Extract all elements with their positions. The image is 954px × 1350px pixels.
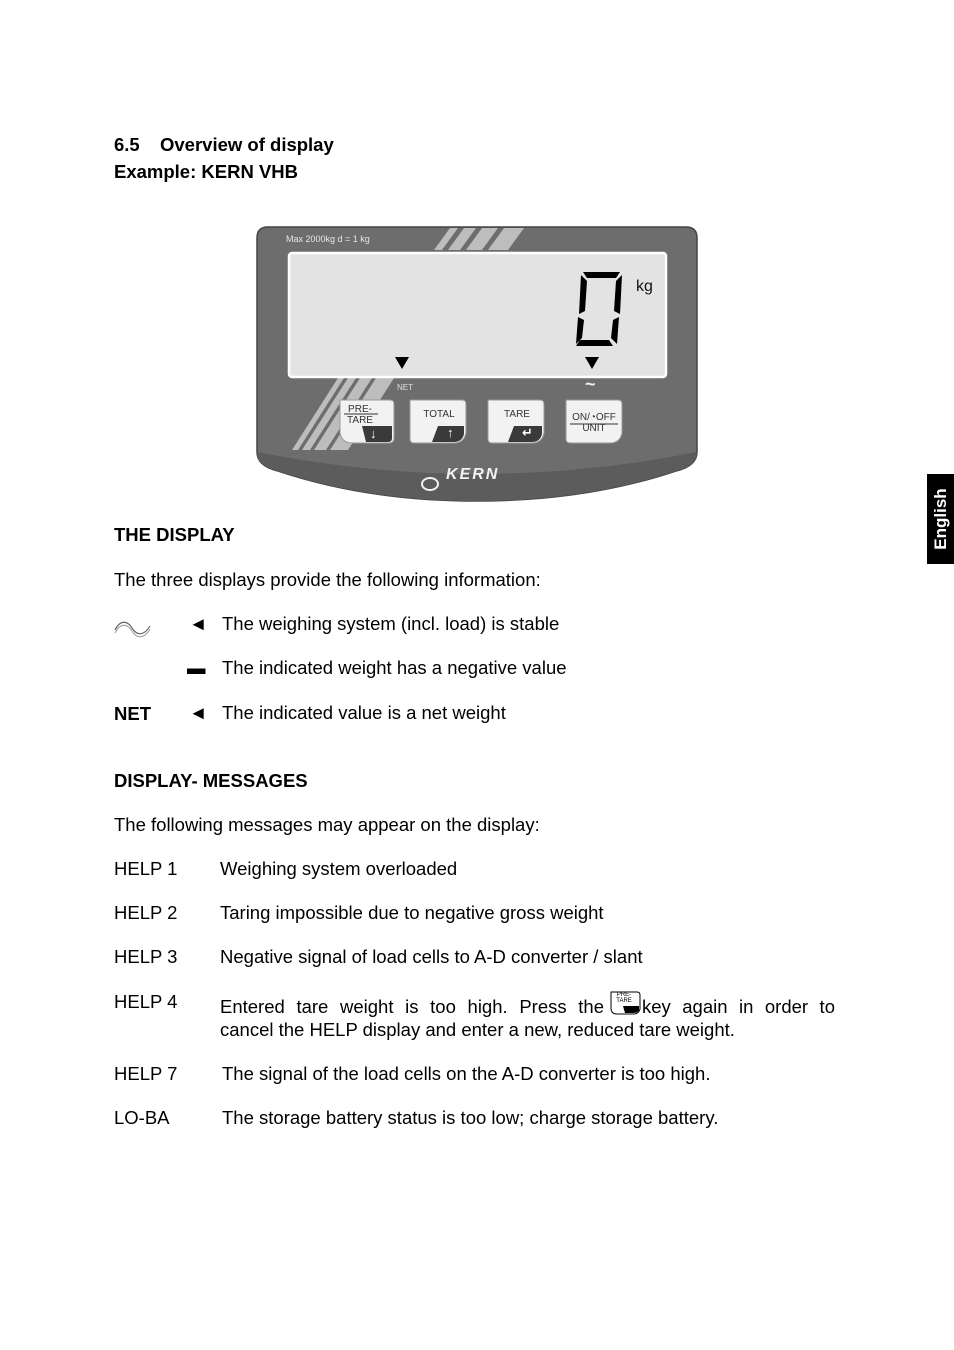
display-item-3-text: The indicated value is a net weight [222,702,506,723]
message-text-part-b [642,996,835,1018]
unit-label: kg [636,278,653,295]
message-text: The signal of the load cells on the A-D converter is too high. [222,1063,711,1084]
messages-intro: The following messages may appear on the display: [114,814,540,835]
message-text: Negative signal of load cells to A-D converter / slant [220,946,643,967]
language-tab-label: English [930,488,950,550]
message-code: HELP 7 [114,1063,178,1084]
pretare-icon-bottom: TARE [616,998,632,1004]
pretare-key-bottom: TARE [347,415,373,426]
display-item-1-marker: ◄ [189,613,208,634]
messages-heading: DISPLAY- MESSAGES [114,770,308,791]
message-code: LO-BA [114,1107,170,1128]
message-code: HELP 3 [114,946,178,967]
help4-text-b: key again in order to [642,996,835,1017]
on-off-unit-key[interactable] [565,412,623,434]
help4-text-a: Entered tare weight is too high. Press the [220,996,604,1017]
display-item-1-text: The weighing system (incl. load) is stable [222,613,560,634]
section-title: Overview of display [160,134,334,155]
message-text: Weighing system overloaded [220,858,458,879]
arrow-up-icon: ↑ [447,425,454,440]
display-heading: THE DISPLAY [114,524,235,545]
arrow-down-icon: ↓ [370,426,377,441]
message-code: HELP 2 [114,902,178,923]
on-off-key-label: ON/◔OFF [572,412,616,423]
panel-graphic [256,226,698,504]
display-item-3-marker: ◄ [189,702,208,723]
unit-key-label: UNIT [582,423,606,434]
display-item-3-label: NET [114,703,151,724]
total-key[interactable] [416,409,462,420]
message-text: Taring impossible due to negative gross weight [220,902,604,923]
total-key-label: TOTAL [423,409,455,420]
pretare-key-icon [609,991,641,1015]
capacity-label: Max 2000kg d = 1 kg [286,234,370,244]
net-indicator-label: NET [397,383,413,392]
message-code: HELP 1 [114,858,178,879]
message-text: The storage battery status is too low; charge storage battery. [222,1107,719,1128]
enter-arrow-icon: ↵ [522,425,533,440]
scale-display-panel [256,226,698,504]
pretare-icon-top: PRE- [616,992,632,998]
tare-key[interactable] [494,409,540,420]
tare-key-label: TARE [504,409,530,420]
language-tab [927,474,954,564]
stable-tilde-icon [113,618,153,638]
display-item-2-marker: ▬ [187,657,206,678]
kern-logo: KERN [446,466,500,483]
example-line: Example: KERN VHB [114,161,299,182]
pretare-key[interactable] [342,404,378,426]
section-number: 6.5 [114,134,140,155]
display-intro: The three displays provide the following information: [114,569,541,590]
message-text-part-a [220,996,604,1018]
stable-indicator-label: ~ [585,374,596,394]
display-item-2-text: The indicated weight has a negative value [222,657,567,678]
message-text-part-c: cancel the HELP display and enter a new, reduced tare weight. [220,1019,735,1040]
message-code: HELP 4 [114,991,178,1012]
pretare-key-top: PRE- [348,404,372,415]
